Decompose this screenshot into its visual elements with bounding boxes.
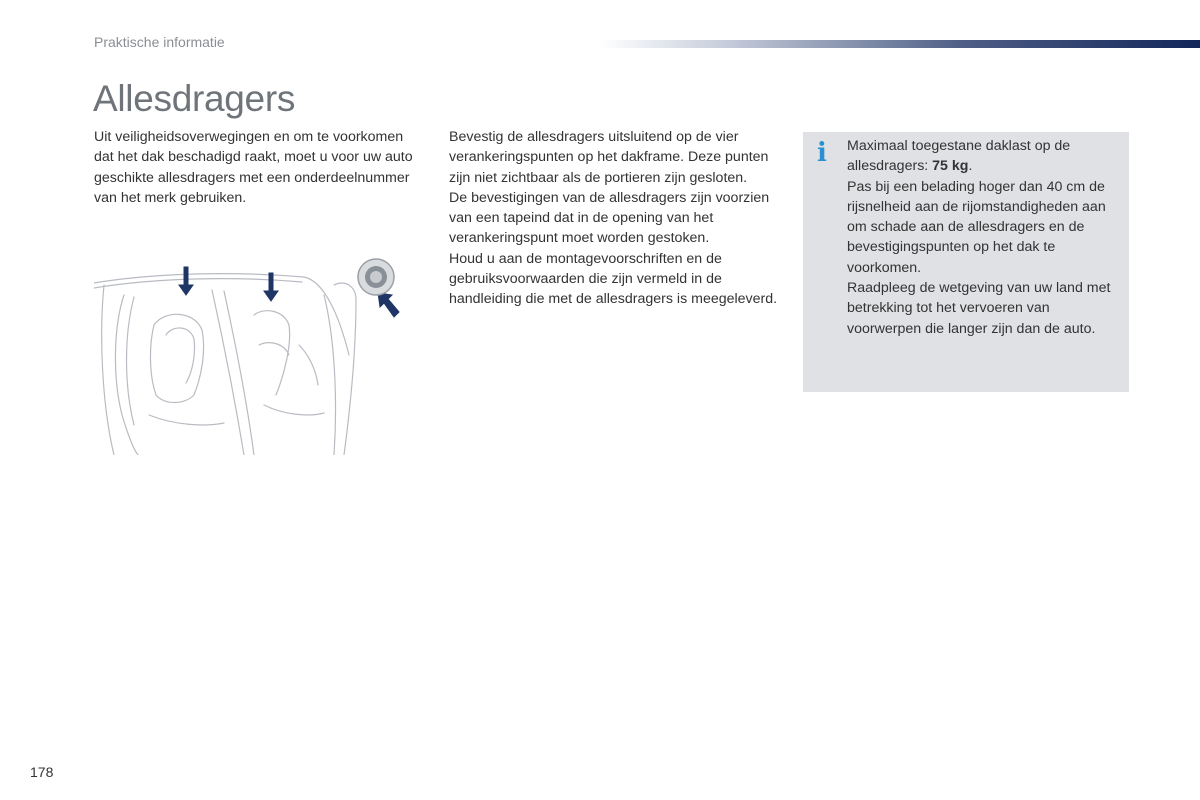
arrow-diagonal-icon [378, 293, 399, 317]
info-paragraph-3: Raadpleeg de wetgeving van uw land met betrekking tot het vervoeren van voorwerpen die langer zijn dan de auto. [847, 280, 1111, 337]
intro-column [94, 127, 424, 208]
page-title: Allesdragers [93, 78, 296, 119]
info-max-load-suffix: . [968, 158, 973, 175]
info-max-load-value: 75 kg [932, 158, 969, 175]
arrow-down-icon-1 [179, 267, 193, 295]
info-box [803, 132, 1129, 392]
section-label: Praktische informatie [94, 34, 225, 50]
instructions-paragraph-2: De bevestigingen van de allesdragers zijn voorzien van een tapeind dat in de opening van het verankeringspunt moet worden gestoken. [449, 189, 770, 247]
car-roof-anchor-illustration [94, 255, 414, 455]
info-icon: i [817, 138, 827, 168]
intro-paragraph: Uit veiligheidsoverwegingen en om te voorkomen dat het dak beschadigd raakt, moet u voor uw auto geschikte allesdragers met een onderdeelnummer van het merk gebruiken. [94, 129, 413, 206]
header-gradient-bar [600, 40, 1200, 48]
info-text [847, 136, 1127, 339]
info-paragraph-1 [847, 136, 1127, 177]
arrow-down-icon-2 [264, 273, 278, 301]
page-number: 178 [30, 764, 54, 780]
instructions-paragraph-1: Bevestig de allesdragers uitsluitend op de vier verankeringspunten op het dakframe. Deze punten zijn niet zichtbaar als de portieren zijn gesloten. [449, 129, 769, 186]
instructions-paragraph-3: Houd u aan de montagevoorschriften en de gebruiksvoorwaarden die zijn vermeld in de handleiding die met de allesdragers is meegeleverd. [449, 250, 778, 308]
info-paragraph-2: Pas bij een belading hoger dan 40 cm de rijsnelheid aan de rijomstandigheden aan om schade aan de allesdragers en de bevestigingspunten op het dak te voorkomen. [847, 178, 1106, 276]
info-max-load-label: Maximaal toegestane daklast op de allesdragers: [847, 138, 1071, 175]
instructions-column [449, 127, 781, 310]
